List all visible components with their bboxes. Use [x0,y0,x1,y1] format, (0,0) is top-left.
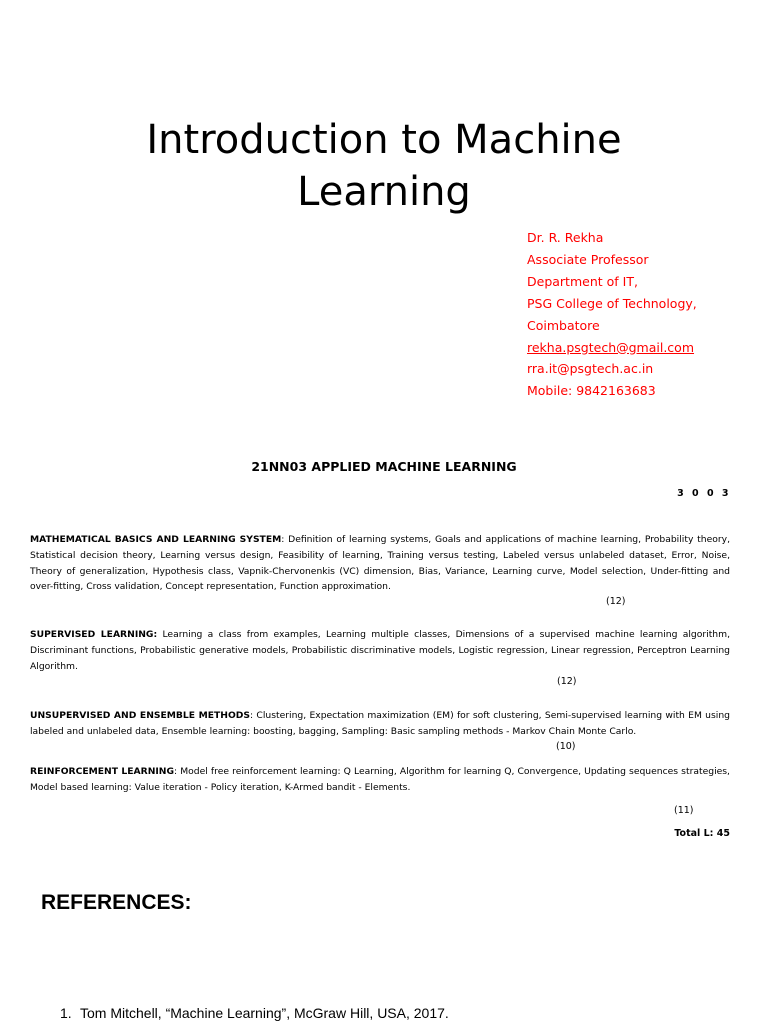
reference-number: 1. [60,1005,72,1021]
author-mobile: Mobile: 9842163683 [527,383,656,399]
course-credits: 3 0 0 3 [677,488,731,499]
unit-3-hours: (10) [556,741,576,752]
unit-4-hours: (11) [674,805,694,816]
references-list [60,1005,449,1021]
author-designation: Associate Professor [527,251,649,267]
author-name: Dr. R. Rekha [527,230,604,245]
unit-1-text: : Definition of learning systems, Goals and applications of machine learning, Probability theory, Statistical decision theory, Learning versus design, Feasibility of learning, Training versus testing, Labeled versus unlabeled dataset, Error, Noise, Theory of generalization, Hypothesis class, Vapnik-Chervonenkis (VC) dimension, Bias, Variance, Learning curve, Model selection, Under-fitting and over-fitting, Cross validation, Concept representation, Function approximation. [30,534,730,593]
author-contact-block [527,227,697,402]
reference-item [60,1005,449,1021]
unit-4-heading: REINFORCEMENT LEARNING [30,766,175,777]
unit-2 [30,627,730,674]
unit-3-heading: UNSUPERVISED AND ENSEMBLE METHODS [30,710,251,721]
author-email-link[interactable]: rekha.psgtech@gmail.com [527,339,695,355]
course-title: 21NN03 APPLIED MACHINE LEARNING [251,459,517,474]
reference-text: Tom Mitchell, “Machine Learning”, McGraw Hill, USA, 2017. [80,1005,449,1021]
title-line-2: Learning [297,169,471,215]
author-email-2: rra.it@psgtech.ac.in [527,361,654,377]
unit-4-text: : Model free reinforcement learning: Q Learning, Algorithm for learning Q, Convergence, Updating sequences strategies, Model based learning: Value iteration - Policy iteration, K-Armed bandit - Elements. [30,766,730,793]
unit-1-hours: (12) [606,596,626,607]
unit-2-heading: SUPERVISED LEARNING: [30,629,158,640]
document-title [0,114,768,218]
unit-2-hours: (12) [557,676,577,687]
unit-4 [30,764,730,796]
unit-3-text: : Clustering, Expectation maximization (EM) for soft clustering, Semi-supervised learning with EM using labeled and unlabeled data, Ensemble learning: boosting, bagging, Sampling: Basic sampling methods - Markov Chain Monte Carlo. [30,710,730,737]
unit-1 [30,532,730,595]
title-line-1: Introduction to Machine [146,117,622,163]
total-hours: Total L: 45 [674,828,730,839]
references-heading: REFERENCES: [41,891,192,914]
unit-1-heading: MATHEMATICAL BASICS AND LEARNING SYSTEM [30,534,282,545]
author-college: PSG College of Technology, [527,295,697,311]
unit-2-text: Learning a class from examples, Learning multiple classes, Dimensions of a supervised machine learning algorithm, Discriminant functions, Probabilistic generative models, Probabilistic discriminative models, Logistic regression, Linear regression, Perceptron Learning Algorithm. [30,629,730,672]
author-city: Coimbatore [527,317,600,333]
author-department: Department of IT, [527,273,638,289]
unit-3 [30,708,730,740]
